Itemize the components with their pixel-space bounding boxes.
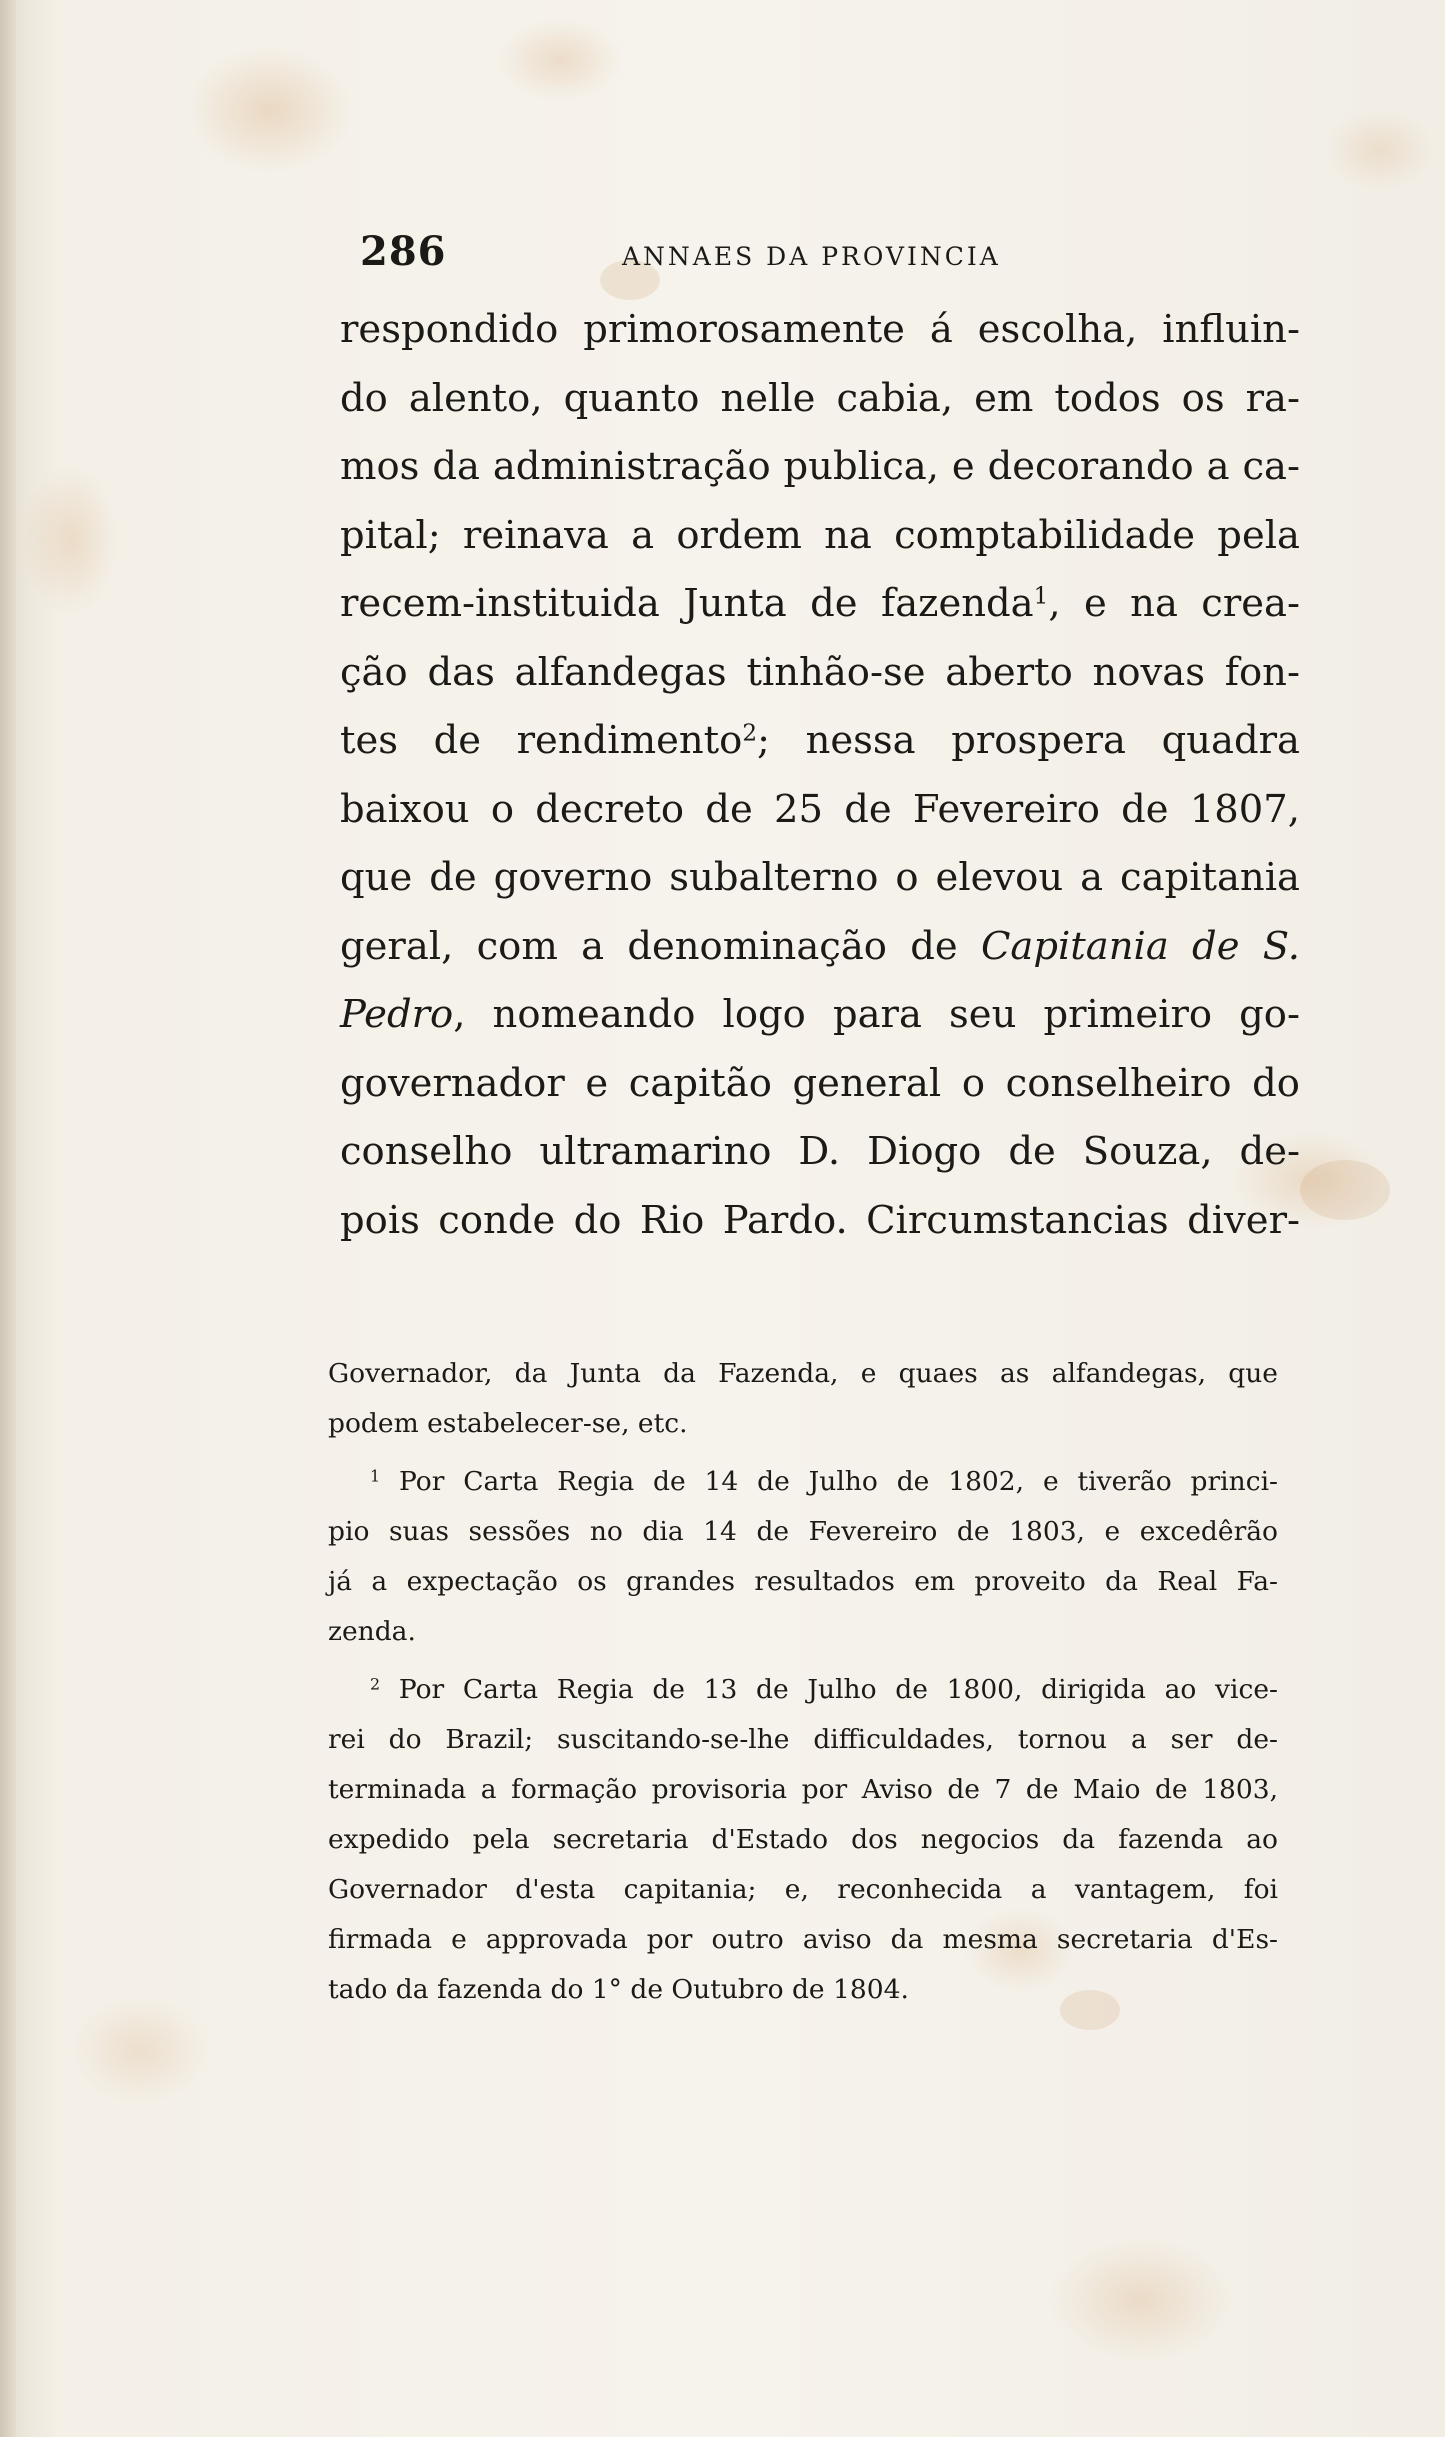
foxing-stain [1300,1160,1390,1220]
text-line: pois conde do Rio Pardo. Circumstancias diver- [340,1197,1300,1243]
page-number: 286 [360,228,447,275]
text-line: que de governo subalterno o elevou a capitania [340,855,1300,900]
footnote-1-line: pio suas sessões no dia 14 de Fevereiro de 1803, e excedêrão [328,1516,1278,1547]
text-line: ção das alfandegas tinhão-se aberto novas fon- [340,649,1300,695]
text-line: do alento, quanto nelle cabia, em todos os ra- [340,375,1300,421]
text-line [340,981,1300,1050]
footnote-2-line: terminada a formação provisoria por Aviso de 7 de Maio de 1803, [328,1774,1278,1805]
footnote-2-line: rei do Brazil; suscitando-se-lhe difficuldades, tornou a ser de- [328,1724,1278,1755]
text-line: pital; reinava a ordem na comptabilidade pela [340,512,1300,558]
text-line: respondido primorosamente á escolha, influin- [340,307,1300,352]
footnote-mark: 2 [370,1674,381,1694]
italic-name: Pedro [340,992,454,1037]
text-segment: Por Carta Regia de 14 de Julho de 1802, e tiverão princi- [399,1466,1278,1497]
text-segment: geral, com a denominação de [340,923,958,969]
text-line [340,913,1300,982]
running-title: ANNAES DA PROVINCIA [622,242,1001,271]
footnote-2-line: firmada e approvada por outro aviso da mesma secretaria d'Es- [328,1924,1278,1955]
text-line: mos da administração publica, e decorando a ca- [340,444,1300,489]
footnote-line: Governador, da Junta da Fazenda, e quaes as alfandegas, que [328,1358,1278,1389]
page-header [360,228,1080,278]
footnote-line: podem estabelecer-se, etc. [328,1408,688,1439]
main-text [340,296,1300,1255]
footnote-1-line: já a expectação os grandes resultados em proveito da Real Fa- [328,1566,1278,1597]
text-line: governador e capitão general o conselheiro do [340,1060,1300,1106]
footnote-2-line: expedido pela secretaria d'Estado dos negocios da fazenda ao [328,1824,1278,1855]
text-segment: ; nessa prospera quadra [757,718,1300,763]
text-segment: tes de rendimento [340,718,743,763]
footnote-2-line: Governador d'esta capitania; e, reconhecida a vantagem, foi [328,1874,1278,1905]
footnote-ref-2: 2 [742,720,758,747]
footnote-1-line [328,1457,1278,1507]
text-line: baixou o decreto de 25 de Fevereiro de 1807, [340,786,1300,832]
text-segment: , nomeando logo para seu primeiro go- [453,992,1300,1037]
footnote-ref-1: 1 [1033,583,1049,610]
text-line: conselho ultramarino D. Diogo de Souza, de- [340,1129,1300,1174]
text-segment: Por Carta Regia de 13 de Julho de 1800, dirigida ao vice- [398,1674,1278,1705]
text-segment: recem-instituida Junta de fazenda [340,581,1034,626]
text-line [340,707,1300,776]
text-segment: , e na crea- [1048,581,1301,626]
italic-title: Capitania de S. [980,923,1300,969]
footnote-mark: 1 [370,1466,381,1486]
footnote-1-line: zenda. [328,1616,416,1647]
text-line [340,570,1300,639]
footnote-2-line [328,1665,1278,1715]
footnotes [328,1349,1278,2015]
footnote-2-line: tado da fazenda do 1° de Outubro de 1804. [328,1974,909,2005]
page-gutter [0,0,16,2437]
